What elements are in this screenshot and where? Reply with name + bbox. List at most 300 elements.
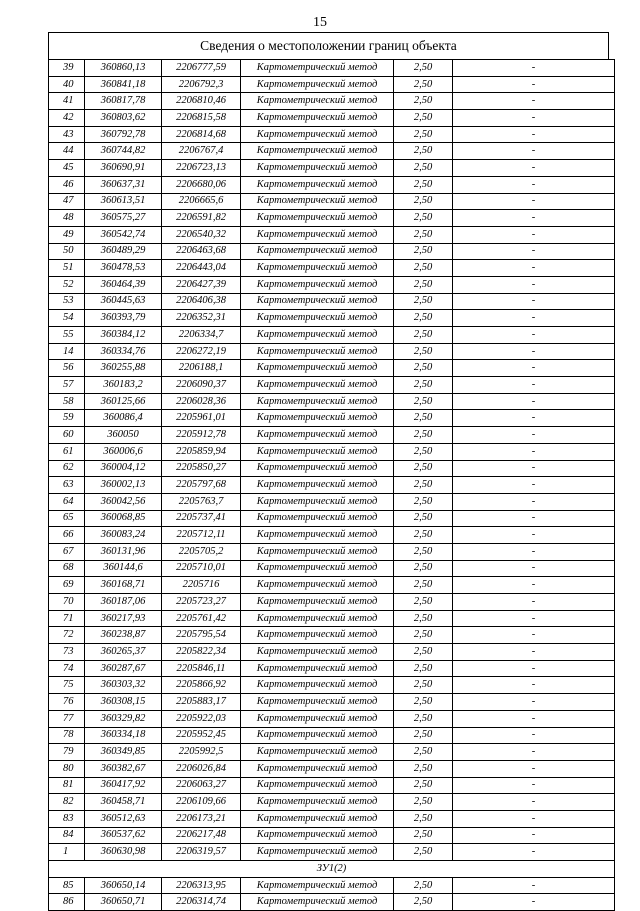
x-coordinate-cell: 360478,53 — [85, 260, 162, 277]
table-row — [49, 510, 615, 527]
note-cell: - — [453, 827, 615, 844]
y-coordinate-cell: 2205846,11 — [162, 660, 241, 677]
x-coordinate-cell: 360238,87 — [85, 627, 162, 644]
table-row — [49, 93, 615, 110]
x-coordinate-cell: 360382,67 — [85, 760, 162, 777]
accuracy-cell: 2,50 — [394, 210, 453, 227]
accuracy-cell: 2,50 — [394, 827, 453, 844]
note-cell: - — [453, 477, 615, 494]
method-cell: Картометрический метод — [241, 393, 394, 410]
x-coordinate-cell: 360464,39 — [85, 276, 162, 293]
accuracy-cell: 2,50 — [394, 744, 453, 761]
note-cell: - — [453, 644, 615, 661]
x-coordinate-cell: 360650,71 — [85, 894, 162, 911]
accuracy-cell: 2,50 — [394, 176, 453, 193]
y-coordinate-cell: 2206313,95 — [162, 877, 241, 894]
point-number-cell: 82 — [49, 794, 85, 811]
y-coordinate-cell: 2205952,45 — [162, 727, 241, 744]
y-coordinate-cell: 2206109,66 — [162, 794, 241, 811]
method-cell: Картометрический метод — [241, 677, 394, 694]
section-row — [49, 861, 615, 878]
y-coordinate-cell: 2205763,7 — [162, 493, 241, 510]
method-cell: Картометрический метод — [241, 176, 394, 193]
table-row — [49, 493, 615, 510]
table-row — [49, 727, 615, 744]
page-number: 15 — [313, 15, 327, 30]
y-coordinate-cell: 2205992,5 — [162, 744, 241, 761]
method-cell: Картометрический метод — [241, 93, 394, 110]
y-coordinate-cell: 2205716 — [162, 577, 241, 594]
y-coordinate-cell: 2206810,46 — [162, 93, 241, 110]
x-coordinate-cell: 360542,74 — [85, 226, 162, 243]
accuracy-cell: 2,50 — [394, 794, 453, 811]
y-coordinate-cell: 2205850,27 — [162, 460, 241, 477]
x-coordinate-cell: 360690,91 — [85, 160, 162, 177]
table-row — [49, 76, 615, 93]
table-row — [49, 560, 615, 577]
note-cell: - — [453, 60, 615, 77]
y-coordinate-cell: 2206173,21 — [162, 810, 241, 827]
method-cell: Картометрический метод — [241, 644, 394, 661]
method-cell: Картометрический метод — [241, 110, 394, 127]
note-cell: - — [453, 610, 615, 627]
x-coordinate-cell: 360068,85 — [85, 510, 162, 527]
table-row — [49, 176, 615, 193]
method-cell: Картометрический метод — [241, 760, 394, 777]
method-cell: Картометрический метод — [241, 193, 394, 210]
y-coordinate-cell: 2206063,27 — [162, 777, 241, 794]
y-coordinate-cell: 2205961,01 — [162, 410, 241, 427]
boundary-table-sheet — [48, 32, 609, 911]
x-coordinate-cell: 360265,37 — [85, 644, 162, 661]
point-number-cell: 70 — [49, 594, 85, 611]
method-cell: Картометрический метод — [241, 293, 394, 310]
note-cell: - — [453, 844, 615, 861]
note-cell: - — [453, 143, 615, 160]
method-cell: Картометрический метод — [241, 877, 394, 894]
accuracy-cell: 2,50 — [394, 577, 453, 594]
point-number-cell: 78 — [49, 727, 85, 744]
method-cell: Картометрический метод — [241, 327, 394, 344]
point-number-cell: 83 — [49, 810, 85, 827]
table-row — [49, 460, 615, 477]
accuracy-cell: 2,50 — [394, 727, 453, 744]
point-number-cell: 53 — [49, 293, 85, 310]
point-number-cell: 51 — [49, 260, 85, 277]
accuracy-cell: 2,50 — [394, 110, 453, 127]
note-cell: - — [453, 293, 615, 310]
y-coordinate-cell: 2205737,41 — [162, 510, 241, 527]
note-cell: - — [453, 193, 615, 210]
table-row — [49, 310, 615, 327]
method-cell: Картометрический метод — [241, 143, 394, 160]
point-number-cell: 39 — [49, 60, 85, 77]
table-row — [49, 343, 615, 360]
note-cell: - — [453, 577, 615, 594]
table-row — [49, 377, 615, 394]
point-number-cell: 43 — [49, 126, 85, 143]
note-cell: - — [453, 377, 615, 394]
method-cell: Картометрический метод — [241, 777, 394, 794]
accuracy-cell: 2,50 — [394, 594, 453, 611]
y-coordinate-cell: 2205705,2 — [162, 543, 241, 560]
table-row — [49, 126, 615, 143]
method-cell: Картометрический метод — [241, 160, 394, 177]
accuracy-cell: 2,50 — [394, 694, 453, 711]
point-number-cell: 85 — [49, 877, 85, 894]
y-coordinate-cell: 2205912,78 — [162, 427, 241, 444]
point-number-cell: 64 — [49, 493, 85, 510]
point-number-cell: 1 — [49, 844, 85, 861]
table-row — [49, 427, 615, 444]
point-number-cell: 76 — [49, 694, 85, 711]
x-coordinate-cell: 360393,79 — [85, 310, 162, 327]
table-row — [49, 260, 615, 277]
table-row — [49, 143, 615, 160]
point-number-cell: 61 — [49, 443, 85, 460]
point-number-cell: 63 — [49, 477, 85, 494]
note-cell: - — [453, 894, 615, 911]
accuracy-cell: 2,50 — [394, 293, 453, 310]
table-row — [49, 577, 615, 594]
point-number-cell: 40 — [49, 76, 85, 93]
accuracy-cell: 2,50 — [394, 627, 453, 644]
accuracy-cell: 2,50 — [394, 477, 453, 494]
accuracy-cell: 2,50 — [394, 810, 453, 827]
table-row — [49, 210, 615, 227]
x-coordinate-cell: 360613,51 — [85, 193, 162, 210]
note-cell: - — [453, 660, 615, 677]
y-coordinate-cell: 2206723,13 — [162, 160, 241, 177]
table-row — [49, 644, 615, 661]
accuracy-cell: 2,50 — [394, 143, 453, 160]
accuracy-cell: 2,50 — [394, 60, 453, 77]
table-row — [49, 660, 615, 677]
method-cell: Картометрический метод — [241, 410, 394, 427]
x-coordinate-cell: 360744,82 — [85, 143, 162, 160]
note-cell: - — [453, 560, 615, 577]
y-coordinate-cell: 2205883,17 — [162, 694, 241, 711]
y-coordinate-cell: 2206026,84 — [162, 760, 241, 777]
x-coordinate-cell: 360144,6 — [85, 560, 162, 577]
accuracy-cell: 2,50 — [394, 777, 453, 794]
note-cell: - — [453, 510, 615, 527]
method-cell: Картометрический метод — [241, 310, 394, 327]
y-coordinate-cell: 2206767,4 — [162, 143, 241, 160]
x-coordinate-cell: 360050 — [85, 427, 162, 444]
y-coordinate-cell: 2206314,74 — [162, 894, 241, 911]
note-cell: - — [453, 327, 615, 344]
accuracy-cell: 2,50 — [394, 894, 453, 911]
method-cell: Картометрический метод — [241, 527, 394, 544]
accuracy-cell: 2,50 — [394, 443, 453, 460]
point-number-cell: 47 — [49, 193, 85, 210]
point-number-cell: 67 — [49, 543, 85, 560]
point-number-cell: 14 — [49, 343, 85, 360]
note-cell: - — [453, 93, 615, 110]
table-row — [49, 877, 615, 894]
table-row — [49, 393, 615, 410]
note-cell: - — [453, 594, 615, 611]
accuracy-cell: 2,50 — [394, 327, 453, 344]
accuracy-cell: 2,50 — [394, 844, 453, 861]
point-number-cell: 52 — [49, 276, 85, 293]
accuracy-cell: 2,50 — [394, 560, 453, 577]
y-coordinate-cell: 2205922,03 — [162, 710, 241, 727]
point-number-cell: 62 — [49, 460, 85, 477]
note-cell: - — [453, 627, 615, 644]
table-row — [49, 844, 615, 861]
y-coordinate-cell: 2205710,01 — [162, 560, 241, 577]
accuracy-cell: 2,50 — [394, 126, 453, 143]
point-number-cell: 72 — [49, 627, 85, 644]
point-number-cell: 58 — [49, 393, 85, 410]
point-number-cell: 50 — [49, 243, 85, 260]
y-coordinate-cell: 2206319,57 — [162, 844, 241, 861]
accuracy-cell: 2,50 — [394, 493, 453, 510]
x-coordinate-cell: 360630,98 — [85, 844, 162, 861]
accuracy-cell: 2,50 — [394, 360, 453, 377]
y-coordinate-cell: 2206217,48 — [162, 827, 241, 844]
table-row — [49, 710, 615, 727]
point-number-cell: 75 — [49, 677, 85, 694]
x-coordinate-cell: 360817,78 — [85, 93, 162, 110]
note-cell: - — [453, 126, 615, 143]
accuracy-cell: 2,50 — [394, 93, 453, 110]
table-row — [49, 777, 615, 794]
x-coordinate-cell: 360002,13 — [85, 477, 162, 494]
note-cell: - — [453, 427, 615, 444]
table-row — [49, 110, 615, 127]
y-coordinate-cell: 2206090,37 — [162, 377, 241, 394]
note-cell: - — [453, 226, 615, 243]
y-coordinate-cell: 2206792,3 — [162, 76, 241, 93]
table-row — [49, 193, 615, 210]
note-cell: - — [453, 410, 615, 427]
accuracy-cell: 2,50 — [394, 660, 453, 677]
table-row — [49, 160, 615, 177]
coordinates-table — [48, 59, 615, 911]
note-cell: - — [453, 777, 615, 794]
table-row — [49, 543, 615, 560]
accuracy-cell: 2,50 — [394, 193, 453, 210]
section-label: ЗУ1(2) — [49, 861, 615, 878]
point-number-cell: 77 — [49, 710, 85, 727]
x-coordinate-cell: 360308,15 — [85, 694, 162, 711]
y-coordinate-cell: 2206406,38 — [162, 293, 241, 310]
x-coordinate-cell: 360255,88 — [85, 360, 162, 377]
x-coordinate-cell: 360792,78 — [85, 126, 162, 143]
point-number-cell: 74 — [49, 660, 85, 677]
method-cell: Картометрический метод — [241, 844, 394, 861]
x-coordinate-cell: 360841,18 — [85, 76, 162, 93]
method-cell: Картометрический метод — [241, 443, 394, 460]
method-cell: Картометрический метод — [241, 627, 394, 644]
table-row — [49, 360, 615, 377]
x-coordinate-cell: 360217,93 — [85, 610, 162, 627]
x-coordinate-cell: 360004,12 — [85, 460, 162, 477]
coordinates-rows-a — [49, 60, 615, 861]
y-coordinate-cell: 2206272,19 — [162, 343, 241, 360]
table-row — [49, 794, 615, 811]
table-row — [49, 677, 615, 694]
point-number-cell: 55 — [49, 327, 85, 344]
y-coordinate-cell: 2205797,68 — [162, 477, 241, 494]
y-coordinate-cell: 2206427,39 — [162, 276, 241, 293]
note-cell: - — [453, 727, 615, 744]
accuracy-cell: 2,50 — [394, 276, 453, 293]
accuracy-cell: 2,50 — [394, 343, 453, 360]
accuracy-cell: 2,50 — [394, 260, 453, 277]
note-cell: - — [453, 393, 615, 410]
note-cell: - — [453, 460, 615, 477]
point-number-cell: 80 — [49, 760, 85, 777]
method-cell: Картометрический метод — [241, 560, 394, 577]
table-title: Сведения о местоположении границ объекта — [48, 32, 609, 59]
point-number-cell: 44 — [49, 143, 85, 160]
method-cell: Картометрический метод — [241, 126, 394, 143]
accuracy-cell: 2,50 — [394, 377, 453, 394]
x-coordinate-cell: 360168,71 — [85, 577, 162, 594]
x-coordinate-cell: 360537,62 — [85, 827, 162, 844]
x-coordinate-cell: 360384,12 — [85, 327, 162, 344]
accuracy-cell: 2,50 — [394, 410, 453, 427]
point-number-cell: 46 — [49, 176, 85, 193]
method-cell: Картометрический метод — [241, 76, 394, 93]
x-coordinate-cell: 360183,2 — [85, 377, 162, 394]
note-cell: - — [453, 443, 615, 460]
table-row — [49, 226, 615, 243]
x-coordinate-cell: 360803,62 — [85, 110, 162, 127]
method-cell: Картометрический метод — [241, 343, 394, 360]
method-cell: Картометрический метод — [241, 744, 394, 761]
y-coordinate-cell: 2206352,31 — [162, 310, 241, 327]
note-cell: - — [453, 176, 615, 193]
y-coordinate-cell: 2206443,04 — [162, 260, 241, 277]
y-coordinate-cell: 2206777,59 — [162, 60, 241, 77]
y-coordinate-cell: 2206814,68 — [162, 126, 241, 143]
x-coordinate-cell: 360334,76 — [85, 343, 162, 360]
accuracy-cell: 2,50 — [394, 460, 453, 477]
x-coordinate-cell: 360458,71 — [85, 794, 162, 811]
x-coordinate-cell: 360489,29 — [85, 243, 162, 260]
method-cell: Картометрический метод — [241, 210, 394, 227]
method-cell: Картометрический метод — [241, 460, 394, 477]
table-row — [49, 293, 615, 310]
note-cell: - — [453, 260, 615, 277]
note-cell: - — [453, 877, 615, 894]
accuracy-cell: 2,50 — [394, 510, 453, 527]
point-number-cell: 59 — [49, 410, 85, 427]
point-number-cell: 41 — [49, 93, 85, 110]
method-cell: Картометрический метод — [241, 610, 394, 627]
accuracy-cell: 2,50 — [394, 644, 453, 661]
x-coordinate-cell: 360650,14 — [85, 877, 162, 894]
point-number-cell: 48 — [49, 210, 85, 227]
method-cell: Картометрический метод — [241, 827, 394, 844]
table-row — [49, 610, 615, 627]
table-row — [49, 443, 615, 460]
point-number-cell: 73 — [49, 644, 85, 661]
note-cell: - — [453, 694, 615, 711]
note-cell: - — [453, 110, 615, 127]
method-cell: Картометрический метод — [241, 427, 394, 444]
table-row — [49, 744, 615, 761]
x-coordinate-cell: 360042,56 — [85, 493, 162, 510]
point-number-cell: 65 — [49, 510, 85, 527]
method-cell: Картометрический метод — [241, 243, 394, 260]
accuracy-cell: 2,50 — [394, 427, 453, 444]
table-row — [49, 527, 615, 544]
note-cell: - — [453, 710, 615, 727]
note-cell: - — [453, 276, 615, 293]
x-coordinate-cell: 360083,24 — [85, 527, 162, 544]
y-coordinate-cell: 2206028,36 — [162, 393, 241, 410]
x-coordinate-cell: 360860,13 — [85, 60, 162, 77]
note-cell: - — [453, 76, 615, 93]
y-coordinate-cell: 2205859,94 — [162, 443, 241, 460]
accuracy-cell: 2,50 — [394, 677, 453, 694]
accuracy-cell: 2,50 — [394, 710, 453, 727]
table-row — [49, 410, 615, 427]
note-cell: - — [453, 677, 615, 694]
note-cell: - — [453, 343, 615, 360]
accuracy-cell: 2,50 — [394, 527, 453, 544]
point-number-cell: 84 — [49, 827, 85, 844]
x-coordinate-cell: 360334,18 — [85, 727, 162, 744]
y-coordinate-cell: 2206815,58 — [162, 110, 241, 127]
accuracy-cell: 2,50 — [394, 393, 453, 410]
accuracy-cell: 2,50 — [394, 226, 453, 243]
x-coordinate-cell: 360125,66 — [85, 393, 162, 410]
y-coordinate-cell: 2206591,82 — [162, 210, 241, 227]
x-coordinate-cell: 360131,96 — [85, 543, 162, 560]
y-coordinate-cell: 2206665,6 — [162, 193, 241, 210]
y-coordinate-cell: 2205866,92 — [162, 677, 241, 694]
method-cell: Картометрический метод — [241, 543, 394, 560]
x-coordinate-cell: 360187,06 — [85, 594, 162, 611]
point-number-cell: 81 — [49, 777, 85, 794]
method-cell: Картометрический метод — [241, 493, 394, 510]
note-cell: - — [453, 493, 615, 510]
y-coordinate-cell: 2205795,54 — [162, 627, 241, 644]
note-cell: - — [453, 744, 615, 761]
table-row — [49, 827, 615, 844]
x-coordinate-cell: 360349,85 — [85, 744, 162, 761]
y-coordinate-cell: 2205723,27 — [162, 594, 241, 611]
method-cell: Картометрический метод — [241, 60, 394, 77]
accuracy-cell: 2,50 — [394, 310, 453, 327]
table-row — [49, 60, 615, 77]
x-coordinate-cell: 360329,82 — [85, 710, 162, 727]
note-cell: - — [453, 243, 615, 260]
y-coordinate-cell: 2206680,06 — [162, 176, 241, 193]
accuracy-cell: 2,50 — [394, 760, 453, 777]
method-cell: Картометрический метод — [241, 477, 394, 494]
table-row — [49, 243, 615, 260]
note-cell: - — [453, 810, 615, 827]
note-cell: - — [453, 760, 615, 777]
method-cell: Картометрический метод — [241, 510, 394, 527]
accuracy-cell: 2,50 — [394, 160, 453, 177]
y-coordinate-cell: 2206334,7 — [162, 327, 241, 344]
method-cell: Картометрический метод — [241, 360, 394, 377]
method-cell: Картометрический метод — [241, 794, 394, 811]
table-row — [49, 327, 615, 344]
note-cell: - — [453, 543, 615, 560]
point-number-cell: 71 — [49, 610, 85, 627]
x-coordinate-cell: 360417,92 — [85, 777, 162, 794]
